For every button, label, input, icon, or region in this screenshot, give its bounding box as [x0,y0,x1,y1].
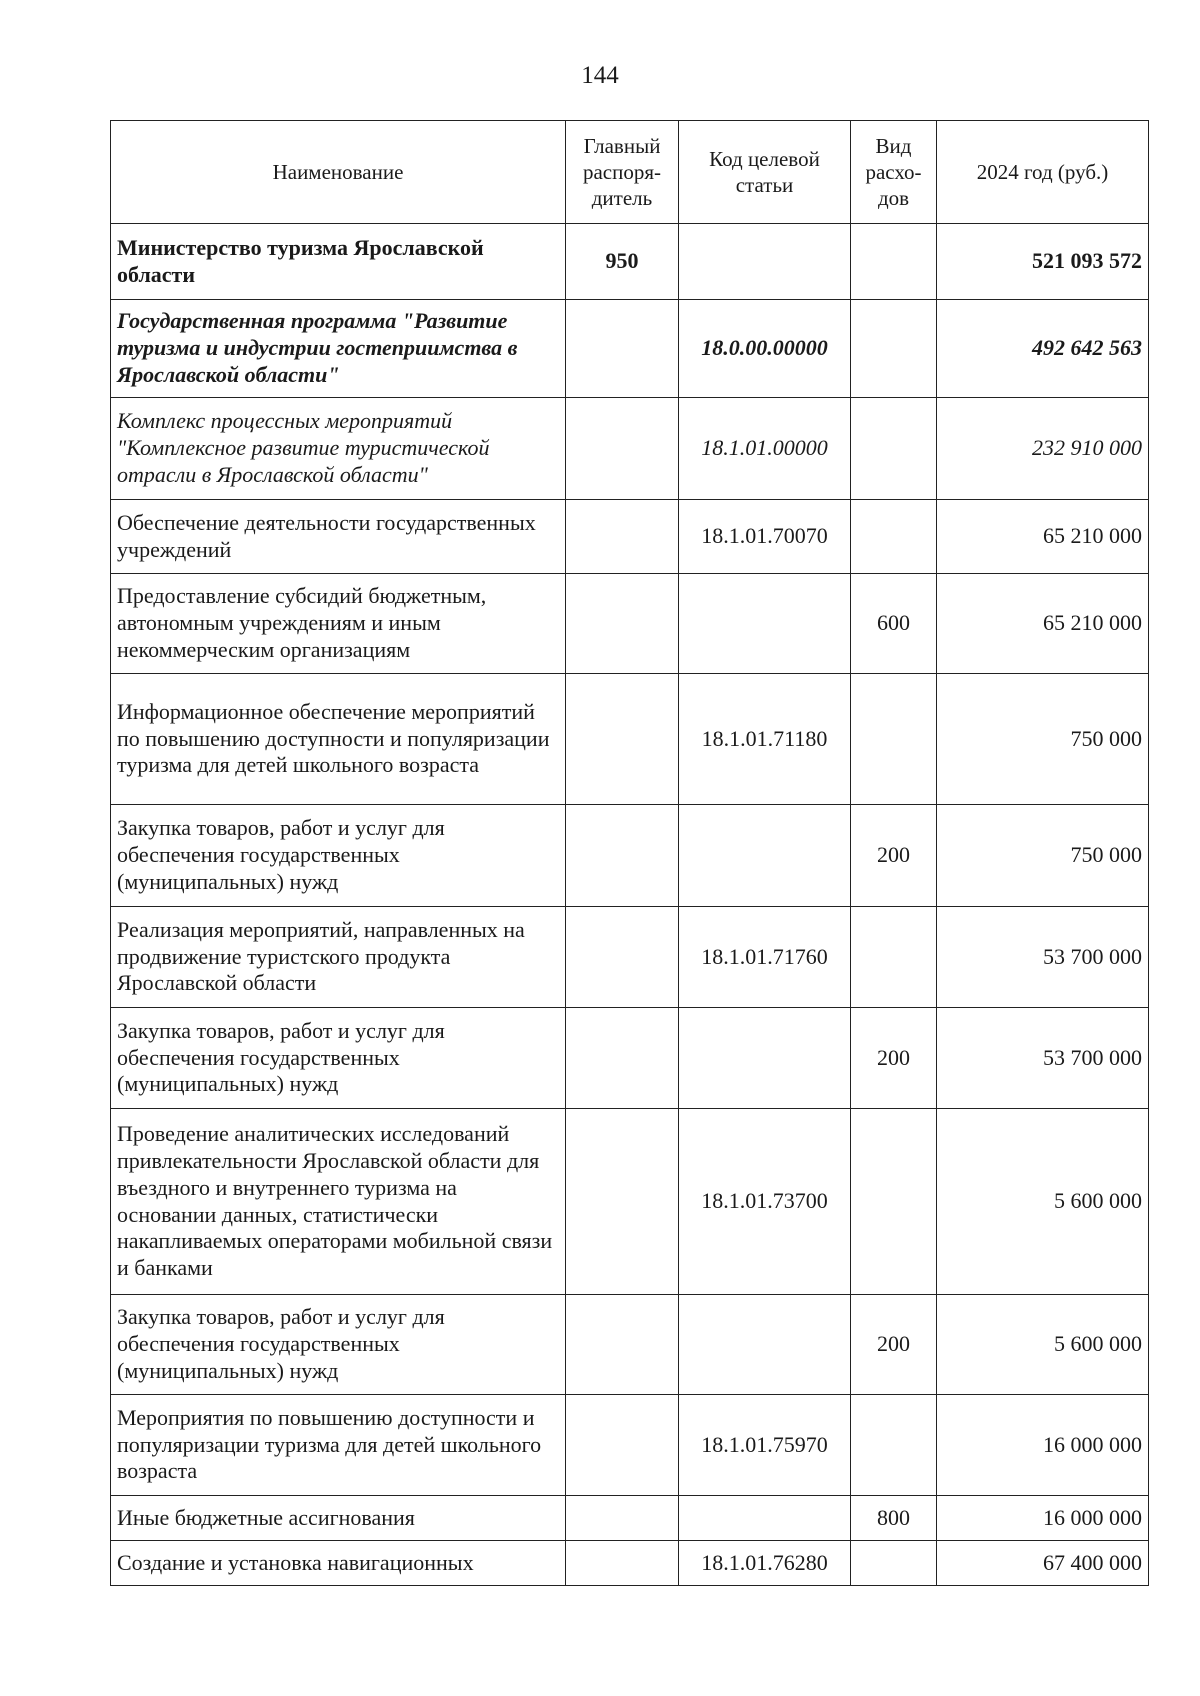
cell-manager [566,1295,679,1395]
cell-type [851,1109,937,1295]
table-row [111,907,1149,1008]
cell-manager [566,805,679,907]
cell-name: Министерство туризма Ярославской области [111,224,566,300]
cell-code [679,1496,851,1541]
cell-amount: 53 700 000 [937,1008,1149,1109]
cell-amount: 53 700 000 [937,907,1149,1008]
header-row [111,121,1149,224]
table-row [111,805,1149,907]
table-row [111,300,1149,398]
cell-type [851,300,937,398]
cell-type [851,674,937,805]
table-row [111,1109,1149,1295]
cell-name: Информационное обеспечение мероприятий по повышению доступности и популяризации туризма для детей школьного возраста [111,674,566,805]
cell-code: 18.1.01.71180 [679,674,851,805]
cell-amount: 750 000 [937,805,1149,907]
cell-name: Мероприятия по повышению доступности и популяризации туризма для детей школьного возраста [111,1395,566,1496]
cell-amount: 750 000 [937,674,1149,805]
cell-manager [566,1395,679,1496]
cell-manager [566,1496,679,1541]
cell-code: 18.1.01.70070 [679,500,851,574]
cell-name: Государственная программа "Развитие туризма и индустрии гостеприимства в Ярославской области" [111,300,566,398]
cell-manager [566,1109,679,1295]
cell-type [851,1541,937,1586]
header-name: Наименование [111,121,566,224]
cell-code: 18.1.01.76280 [679,1541,851,1586]
page-number: 144 [581,62,619,89]
cell-type: 200 [851,1295,937,1395]
header-type: Вид расхо-дов [851,121,937,224]
cell-amount: 492 642 563 [937,300,1149,398]
cell-code [679,224,851,300]
cell-name: Создание и установка навигационных [111,1541,566,1586]
cell-code [679,805,851,907]
cell-type: 800 [851,1496,937,1541]
cell-name: Предоставление субсидий бюджетным, автономным учреждениям и иным некоммерческим организациям [111,574,566,674]
cell-manager [566,574,679,674]
cell-code: 18.1.01.00000 [679,398,851,500]
table-row [111,398,1149,500]
cell-code [679,1008,851,1109]
cell-code: 18.0.00.00000 [679,300,851,398]
cell-manager [566,398,679,500]
cell-amount: 67 400 000 [937,1541,1149,1586]
cell-type [851,500,937,574]
table-row [111,1295,1149,1395]
table-row [111,1395,1149,1496]
table-row [111,674,1149,805]
cell-type [851,224,937,300]
cell-manager [566,300,679,398]
cell-code [679,574,851,674]
table-row [111,500,1149,574]
cell-amount: 232 910 000 [937,398,1149,500]
cell-type: 600 [851,574,937,674]
cell-code: 18.1.01.75970 [679,1395,851,1496]
cell-type: 200 [851,1008,937,1109]
cell-name: Проведение аналитических исследований привлекательности Ярославской области для въездного и внутреннего туризма на основании данных, статистически накапливаемых операторами мобильной связи и банками [111,1109,566,1295]
cell-type [851,398,937,500]
cell-name: Закупка товаров, работ и услуг для обеспечения государственных (муниципальных) нужд [111,1008,566,1109]
table-row [111,574,1149,674]
cell-amount: 16 000 000 [937,1395,1149,1496]
cell-amount: 5 600 000 [937,1109,1149,1295]
table-row [111,224,1149,300]
cell-name: Закупка товаров, работ и услуг для обеспечения государственных (муниципальных) нужд [111,1295,566,1395]
cell-amount: 65 210 000 [937,500,1149,574]
header-amount: 2024 год (руб.) [937,121,1149,224]
cell-amount: 5 600 000 [937,1295,1149,1395]
table-row [111,1008,1149,1109]
cell-manager [566,907,679,1008]
cell-manager [566,1541,679,1586]
table-row [111,1541,1149,1586]
cell-type: 200 [851,805,937,907]
cell-name: Обеспечение деятельности государственных учреждений [111,500,566,574]
cell-name: Комплекс процессных мероприятий "Комплексное развитие туристической отрасли в Ярославской области" [111,398,566,500]
cell-manager [566,1008,679,1109]
cell-code: 18.1.01.71760 [679,907,851,1008]
cell-name: Закупка товаров, работ и услуг для обеспечения государственных (муниципальных) нужд [111,805,566,907]
cell-manager [566,500,679,574]
cell-code [679,1295,851,1395]
cell-type [851,907,937,1008]
cell-code: 18.1.01.73700 [679,1109,851,1295]
cell-name: Иные бюджетные ассигнования [111,1496,566,1541]
cell-type [851,1395,937,1496]
cell-amount: 65 210 000 [937,574,1149,674]
header-manager: Главный распоря-дитель [566,121,679,224]
header-code: Код целевой статьи [679,121,851,224]
cell-amount: 521 093 572 [937,224,1149,300]
cell-manager: 950 [566,224,679,300]
table-row [111,1496,1149,1541]
budget-table [110,120,1149,1586]
cell-manager [566,674,679,805]
cell-amount: 16 000 000 [937,1496,1149,1541]
cell-name: Реализация мероприятий, направленных на продвижение туристского продукта Ярославской области [111,907,566,1008]
